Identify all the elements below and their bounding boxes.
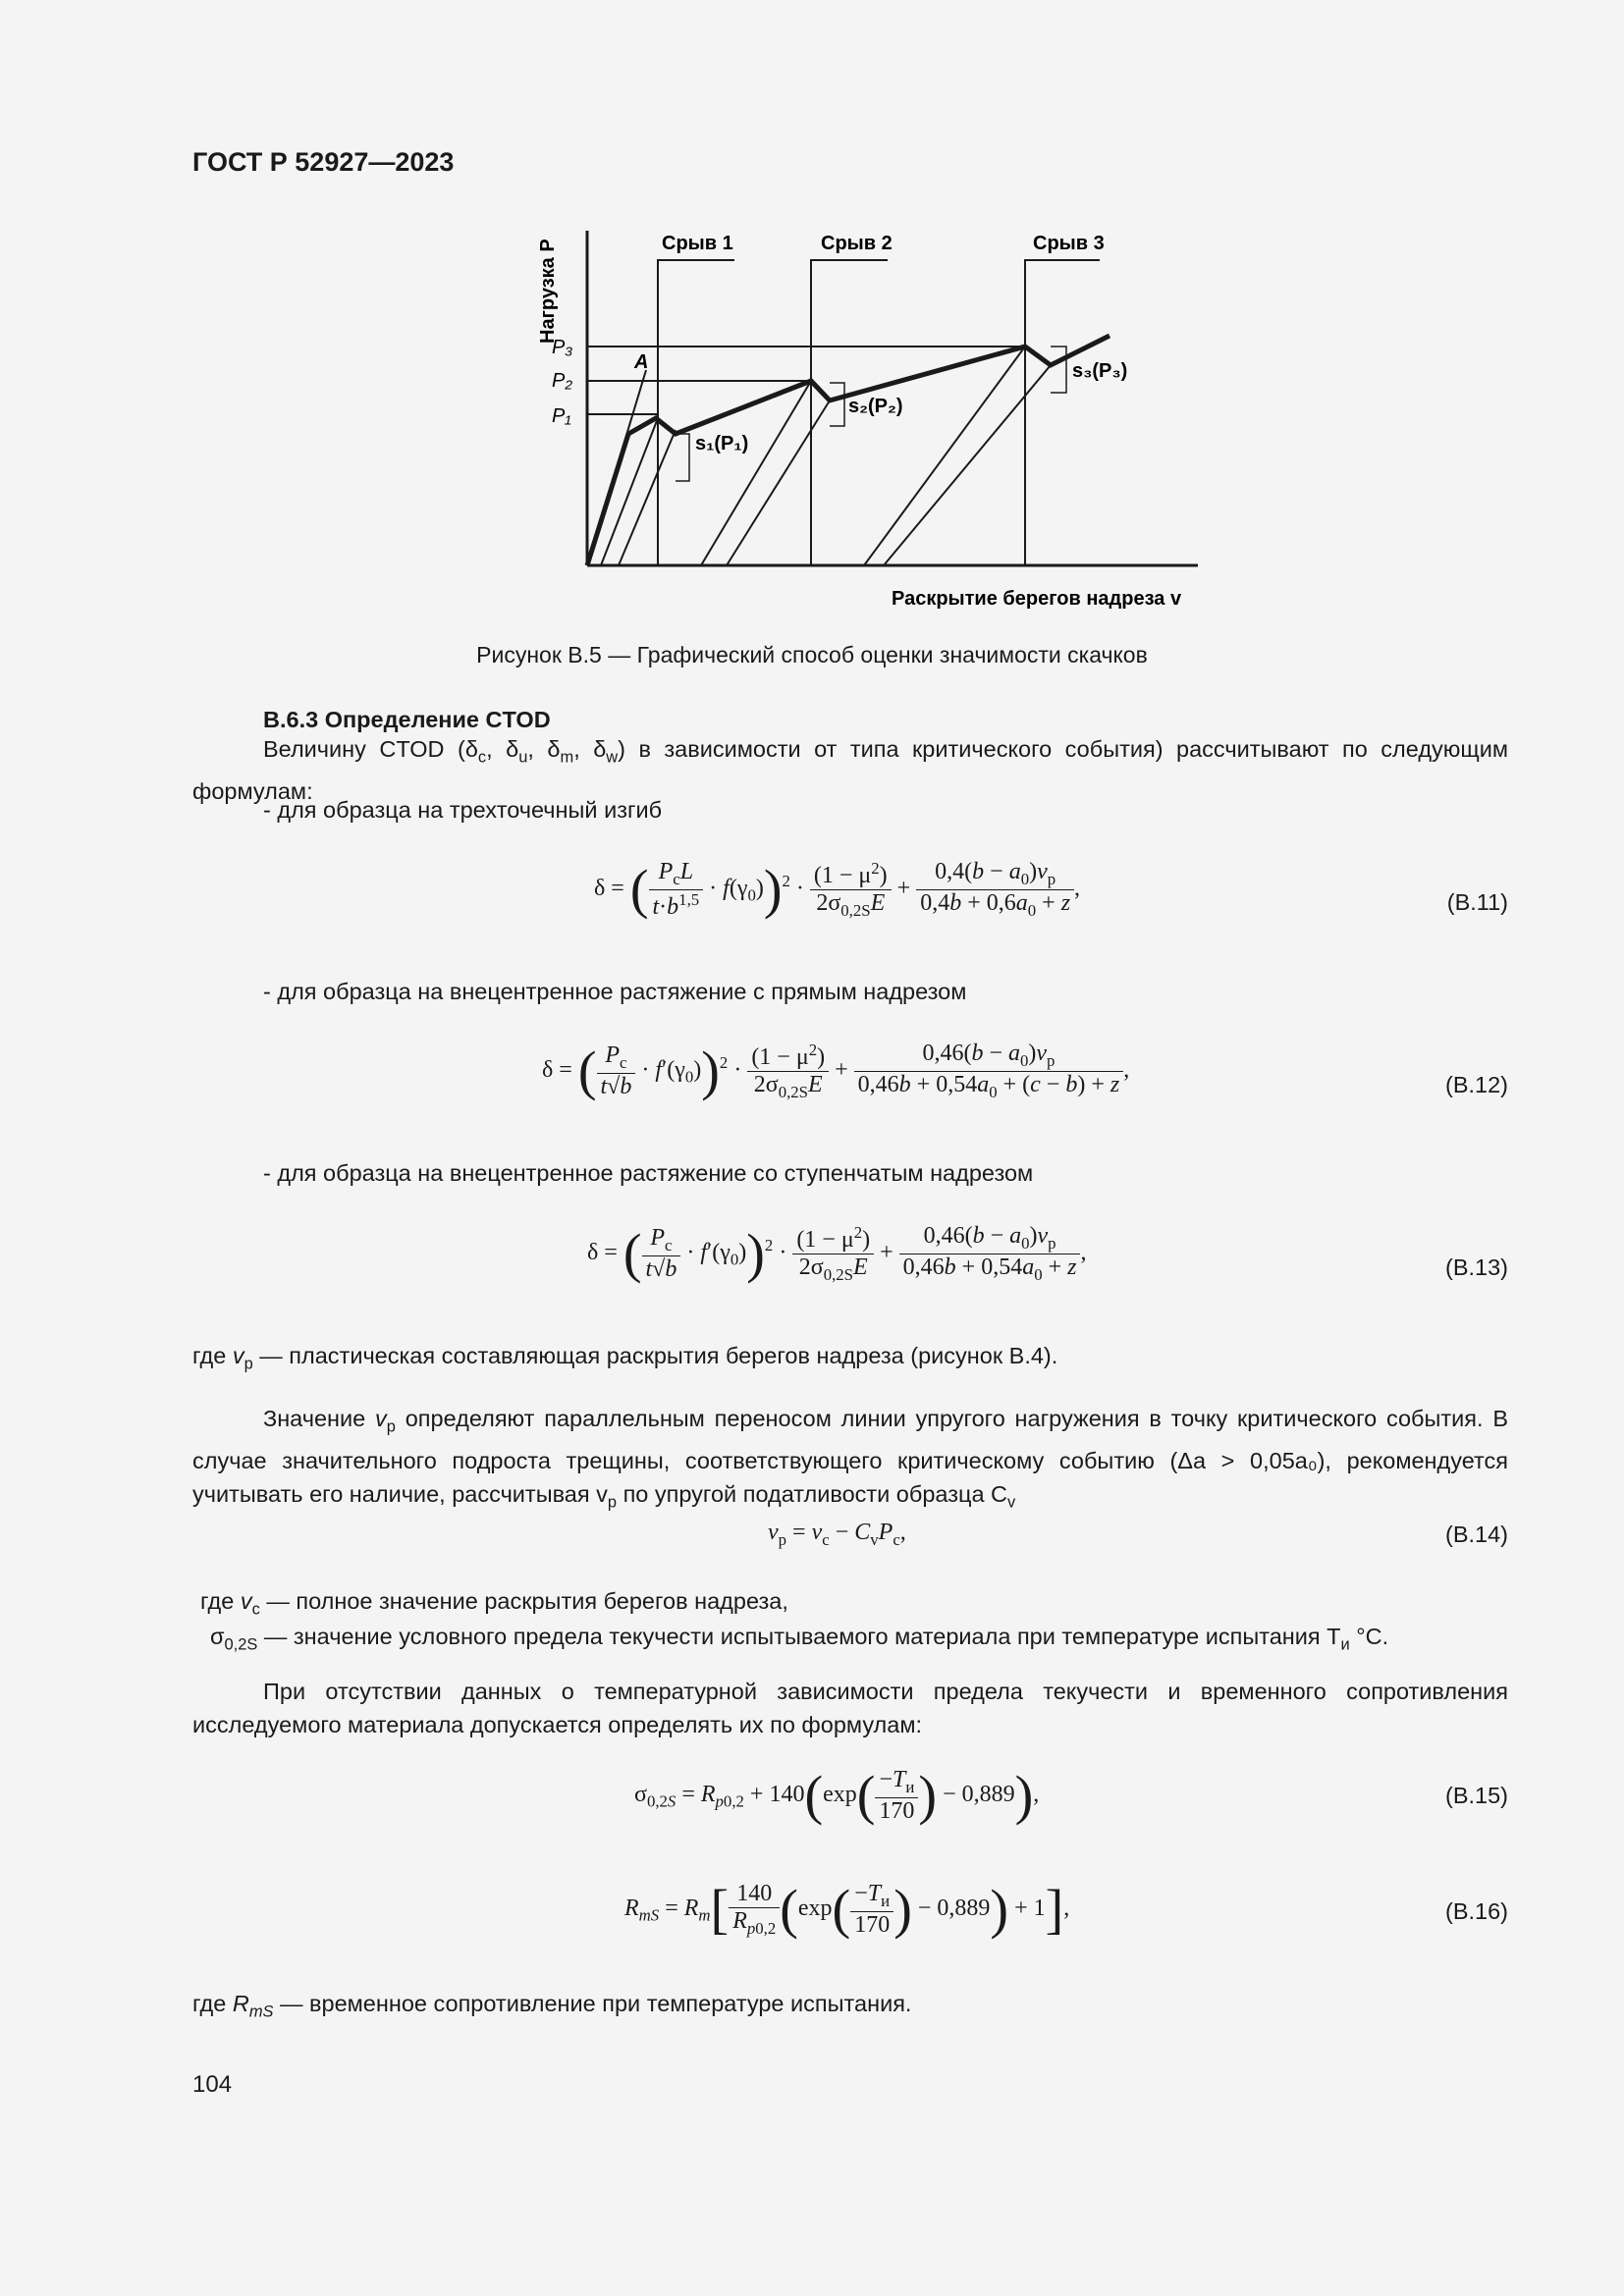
intro-paragraph: Величину CTOD ($\delta_c$, $\delta_u$, $\delta_m$, $\delta_w$) в зависимости от типа критического события) рассчитывают по следующим формулам: <box>192 736 1509 804</box>
eq-number-b12: (В.12) <box>1445 1072 1508 1097</box>
item-1: - для образца на трехточечный изгиб <box>263 797 663 823</box>
eq-number-b13: (В.13) <box>1445 1255 1508 1280</box>
eq-number-b15: (В.15) <box>1445 1783 1508 1808</box>
event-2-label: Срыв 2 <box>821 233 893 254</box>
s1-label: s₁(P₁) <box>695 433 749 454</box>
eq-number-b11: (В.11) <box>1446 889 1508 915</box>
where-rms: где $R_{mS}$ — временное сопротивление при температуре испытания. <box>192 1991 912 2021</box>
where-vc: где $v_c$ — полное значение раскрытия берегов надреза, <box>200 1588 788 1619</box>
p3-label: P₃ <box>552 337 573 358</box>
where-sigma: $\sigma_{0,2S}$ — значение условного предела текучести испытываемого материала при температуре испытания $T_и$ °С. <box>210 1624 1389 1654</box>
y-axis-label: Нагрузка P <box>537 239 559 344</box>
event-line-3 <box>1025 260 1100 565</box>
section-heading: В.6.3 Определение CTOD <box>263 707 551 732</box>
p1-label: P₁ <box>552 405 571 427</box>
load-curve <box>587 336 1110 565</box>
p2-label: P₂ <box>552 370 572 392</box>
item-2: - для образца на внецентренное растяжение с прямым надрезом <box>263 979 967 1004</box>
formula-b13: δ = ( $\frac{P_c}{t√b}$ · $f'(\gamma_0))^2$ · $\frac{(1 - \mu^2)}{2\sigma_{0,2S}E}$ + $\frac{0,46(b - a_0)v_p}{0,46b + 0,54a_0 + z}$ , <box>587 1223 1087 1285</box>
event-1-label: Срыв 1 <box>662 233 733 254</box>
formula-b16: $R_{mS} = R_m$[ $\frac{140}{R_{p0,2}}$ (exp( $\frac{-T_и}{170}$ ) − 0,889) + 1], <box>624 1879 1070 1941</box>
formula-b14: $v_p = v_c - C_vP_c$, <box>768 1520 906 1549</box>
event-3-label: Срыв 3 <box>1033 233 1105 254</box>
formula-b15: $\sigma_{0,2S} = R_{p0,2} + 140(\exp$( $\frac{-T_и}{170}$ ) − 0,889), <box>634 1765 1040 1827</box>
item-3: - для образца на внецентренное растяжение со ступенчатым надрезом <box>263 1160 1034 1186</box>
x-axis-label: Раскрытие берегов надреза v <box>892 588 1182 610</box>
document-header: ГОСТ Р 52927—2023 <box>192 147 455 177</box>
s2-label: s₂(P₂) <box>848 396 903 417</box>
s3-label: s₃(P₃) <box>1072 360 1128 382</box>
figure-caption: Рисунок В.5 — Графический способ оценки значимости скачков <box>476 642 1148 667</box>
point-a-label: A <box>634 351 649 373</box>
vp-paragraph: Значение $v_p$ определяют параллельным переносом линии упругого нагружения в точку критического события. В случае значительного подроста трещины, соответствующего критическому событию (Δa > 0,05a₀), рекомендуется учитывать его наличие, рассчитывая $v_p$ по упругой податливости образца $C_v$ <box>192 1406 1509 1512</box>
figure-b5 <box>481 216 1227 628</box>
absence-paragraph: При отсутствии данных о температурной зависимости предела текучести и временного сопротивления исследуемого материала допускается определять их по формулам: <box>192 1679 1508 1737</box>
formula-b12: δ = ( $\frac{P_c}{t√b}$ · $f'(\gamma_0))^2$ · $\frac{(1 - \mu^2)}{2\sigma_{0,2S}E}$ + $\frac{0,46(b - a_0)v_p}{0,46b + 0,54a_0 + (c - b) + z}$ , <box>542 1041 1130 1102</box>
formula-b11: δ = ( $\frac{P_cL}{t\cdot b^{1,5}}$ · $f(\gamma_0))^2$ · $\frac{(1 - \mu^2)}{2\sigma_{0,2S}E}$ + $\frac{0,4(b - a_0)v_p}{0,4b + 0,6a_0 + z}$ , <box>594 859 1081 921</box>
where-vp: где $v_p$ — пластическая составляющая раскрытия берегов надреза (рисунок В.4). <box>192 1343 1058 1373</box>
page-number: 104 <box>192 2071 233 2098</box>
eq-number-b14: (В.14) <box>1445 1522 1508 1547</box>
eq-number-b16: (В.16) <box>1445 1898 1508 1924</box>
